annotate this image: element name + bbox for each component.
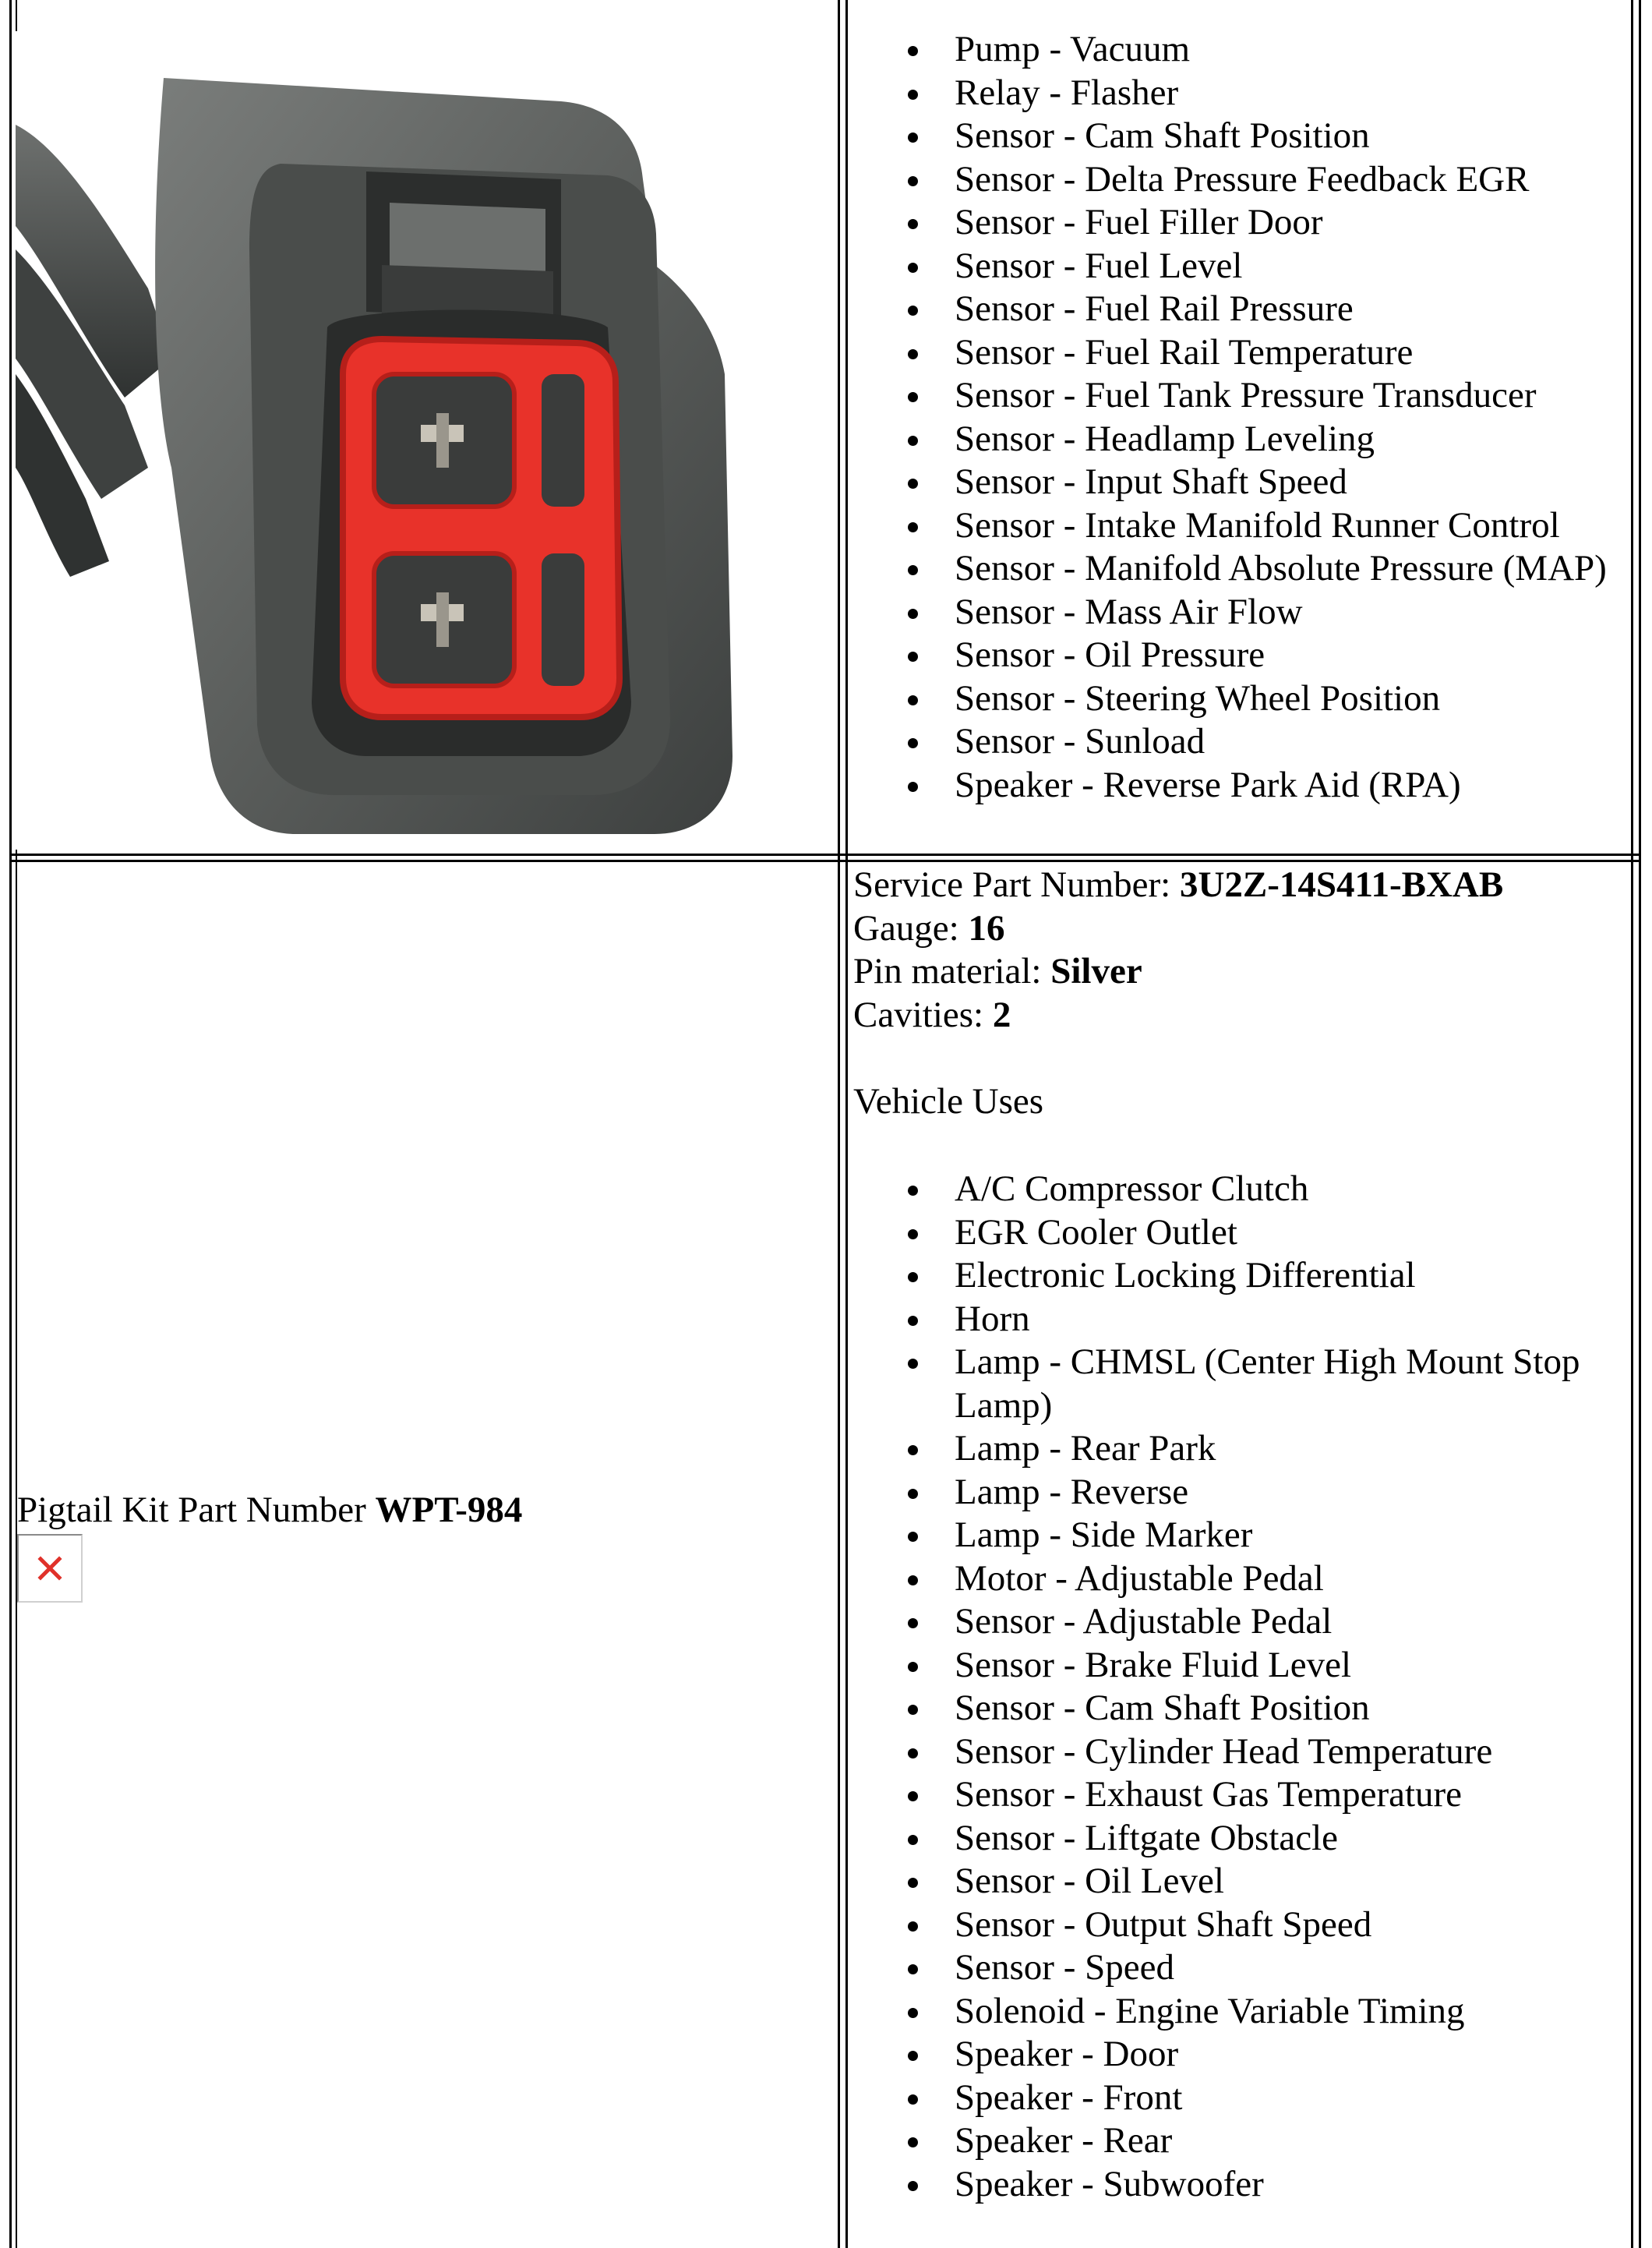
pigtail-kit-part-number xyxy=(17,1489,522,1532)
list-item: Sensor - Oil Pressure xyxy=(853,634,1644,677)
pin-material xyxy=(853,950,1142,994)
broken-image-x-icon xyxy=(36,1554,64,1582)
list-item: Lamp - CHMSL (Center High Mount Stop Lamp) xyxy=(853,1341,1644,1427)
broken-image-icon[interactable] xyxy=(17,1534,83,1603)
list-item: Speaker - Front xyxy=(853,2077,1644,2120)
cavities-label: Cavities: xyxy=(853,994,993,1035)
list-item: Sensor - Fuel Level xyxy=(853,245,1644,288)
list-item: Solenoid - Engine Variable Timing xyxy=(853,1990,1644,2034)
vehicle-uses-heading: Vehicle Uses xyxy=(853,1080,1044,1122)
list-item: Lamp - Rear Park xyxy=(853,1427,1644,1471)
list-item: Sensor - Exhaust Gas Temperature xyxy=(853,1773,1644,1817)
list-item: Sensor - Oil Level xyxy=(853,1860,1644,1903)
bottom-vehicle-uses-list xyxy=(853,1168,1644,2206)
list-item: Speaker - Rear xyxy=(853,2119,1644,2163)
list-item: Sensor - Input Shaft Speed xyxy=(853,461,1644,504)
list-item: Sensor - Cam Shaft Position xyxy=(853,1687,1644,1730)
cavities-value: 2 xyxy=(992,994,1011,1035)
list-item: Motor - Adjustable Pedal xyxy=(853,1557,1644,1601)
list-item: Sensor - Fuel Rail Temperature xyxy=(853,331,1644,375)
list-item: Speaker - Subwoofer xyxy=(853,2163,1644,2207)
list-item: Sensor - Cylinder Head Temperature xyxy=(853,1730,1644,1774)
list-item: Sensor - Brake Fluid Level xyxy=(853,1644,1644,1688)
pigtail-kit-value: WPT-984 xyxy=(375,1490,523,1530)
row-divider-top xyxy=(9,854,1641,856)
list-item: Lamp - Side Marker xyxy=(853,1514,1644,1557)
list-item: Sensor - Manifold Absolute Pressure (MAP) xyxy=(853,547,1644,591)
connector-photo-icon xyxy=(16,31,834,850)
row-divider-bottom xyxy=(9,860,1641,862)
list-item: Sensor - Speed xyxy=(853,1946,1644,1990)
service-part-label: Service Part Number: xyxy=(853,864,1180,905)
list-item: Sensor - Headlamp Leveling xyxy=(853,418,1644,461)
list-item: Relay - Flasher xyxy=(853,72,1644,115)
list-item: Sensor - Adjustable Pedal xyxy=(853,1600,1644,1644)
list-item: EGR Cooler Outlet xyxy=(853,1211,1644,1255)
pin-material-label: Pin material: xyxy=(853,951,1051,991)
list-item: Speaker - Door xyxy=(853,2033,1644,2077)
connector-photo xyxy=(16,31,834,850)
list-item: Sensor - Fuel Tank Pressure Transducer xyxy=(853,374,1644,418)
list-item: Sensor - Mass Air Flow xyxy=(853,591,1644,634)
list-item: Sensor - Delta Pressure Feedback EGR xyxy=(853,158,1644,202)
list-item: Sensor - Intake Manifold Runner Control xyxy=(853,504,1644,548)
list-item: Speaker - Reverse Park Aid (RPA) xyxy=(853,764,1644,808)
table-divider-left xyxy=(838,0,840,2248)
service-part-value: 3U2Z-14S411-BXAB xyxy=(1179,864,1504,905)
service-part-number xyxy=(853,864,1503,907)
list-item: Horn xyxy=(853,1298,1644,1341)
list-item: A/C Compressor Clutch xyxy=(853,1168,1644,1211)
list-item: Sensor - Liftgate Obstacle xyxy=(853,1817,1644,1861)
table-divider-right xyxy=(845,0,848,2248)
pigtail-kit-label: Pigtail Kit Part Number xyxy=(17,1490,376,1530)
list-item: Sensor - Output Shaft Speed xyxy=(853,1903,1644,1947)
list-item: Sensor - Steering Wheel Position xyxy=(853,677,1644,721)
pin-material-value: Silver xyxy=(1050,951,1142,991)
cavities xyxy=(853,994,1011,1037)
list-item: Sensor - Fuel Filler Door xyxy=(853,201,1644,245)
list-item: Sensor - Cam Shaft Position xyxy=(853,115,1644,158)
gauge-value: 16 xyxy=(968,907,1005,949)
list-item: Electronic Locking Differential xyxy=(853,1254,1644,1298)
table-border-left xyxy=(9,0,12,2248)
list-item: Pump - Vacuum xyxy=(853,28,1644,72)
list-item: Lamp - Reverse xyxy=(853,1471,1644,1515)
gauge xyxy=(853,907,1004,951)
top-vehicle-uses-list xyxy=(853,28,1644,807)
list-item: Sensor - Sunload xyxy=(853,720,1644,764)
list-item: Sensor - Fuel Rail Pressure xyxy=(853,288,1644,331)
gauge-label: Gauge: xyxy=(853,907,969,949)
